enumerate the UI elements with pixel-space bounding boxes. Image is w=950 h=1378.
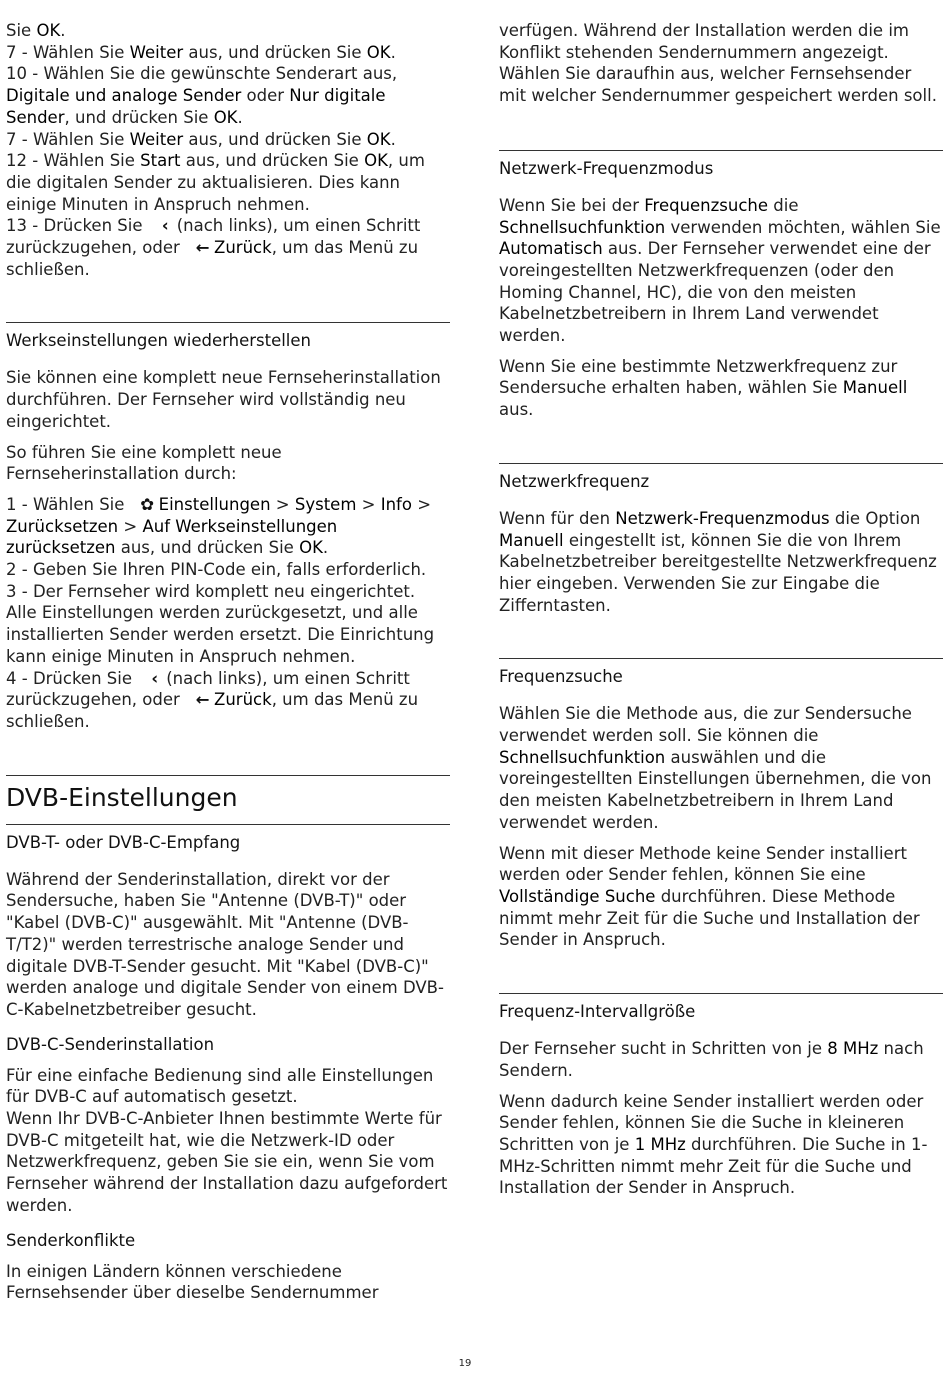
netmode-paragraph-2: Wenn Sie eine bestimmte Netzwerkfrequenz zur Sendersuche erhalten haben, wählen Sie Manuell aus. [499, 356, 908, 420]
reset-heading: Werkseinstellungen wiederherstellen [6, 331, 311, 351]
gear-icon: ✿ [140, 494, 155, 514]
step-7b: 7 - Wählen Sie Weiter aus, und drücken Sie OK. [6, 129, 396, 149]
arrow-left-icon: ← [195, 690, 210, 710]
reception-heading: DVB-T- oder DVB-C-Empfang [6, 832, 241, 852]
chevron-left-icon: ‹ [161, 216, 169, 236]
install-heading: DVB-C-Senderinstallation [6, 1034, 215, 1054]
reset-paragraph-2: So führen Sie eine komplett neue Fernseherinstallation durch: [6, 442, 282, 484]
step-12: 12 - Wählen Sie Start aus, und drücken Sie OK, um die digitalen Sender zu aktualisieren. Dies kann einige Minuten in Anspruch nehmen. [6, 151, 425, 214]
step-heading: Frequenz-Intervallgröße [499, 1002, 696, 1022]
freqscan-paragraph-1: Wählen Sie die Methode aus, die zur Sendersuche verwendet werden soll. Sie können die Schnellsuchfunktion auswählen und die voreingestellten Einstellungen übernehmen, die von den meisten Kabelnetzbetreibern in Ihrem Land verwendet werden. [499, 704, 932, 832]
step-paragraph-1: Der Fernseher sucht in Schritten von je 8 MHz nach Sendern. [499, 1039, 924, 1080]
install-text-1: Für eine einfache Bedienung sind alle Einstellungen für DVB-C auf automatisch gesetzt. [6, 1065, 434, 1107]
conflict-heading: Senderkonflikte [6, 1230, 136, 1250]
netfreq-paragraph: Wenn für den Netzwerk-Frequenzmodus die Option Manuell eingestellt ist, können Sie die von Ihrem Kabelnetzbetreiber bereitgestellte Netzwerkfrequenz hier eingeben. Verwenden Sie zur Eingabe die Zifferntasten. [499, 508, 937, 615]
step-7a: 7 - Wählen Sie Weiter aus, und drücken Sie OK. [6, 42, 396, 62]
step-paragraph-2: Wenn dadurch keine Sender installiert werden oder Sender fehlen, können Sie die Suche in kleineren Schritten von je 1 MHz durchführen. Die Suche in 1-MHz-Schritten nimmt mehr Zeit für die Suche und Installation der Sender in Anspruch. [499, 1091, 928, 1198]
reset-step-3: 3 - Der Fernseher wird komplett neu eingerichtet. Alle Einstellungen werden zurückgesetzt, und alle installierten Sender werden ersetzt. Die Einrichtung kann einige Minuten in Anspruch nehmen. [6, 581, 435, 666]
reception-text: Während der Senderinstallation, direkt vor der Sendersuche, haben Sie "Antenne (DVB-T)" oder "Kabel (DVB-C)" ausgewählt. Mit "Antenne (DVB-T/T2)" werden terrestrische analoge Sender und digitale DVB-T-Sender gesucht. Mit "Kabel (DVB-C)" werden analoge und digitale Sender von einem DVB-C-Kabelnetzbetreiber gesucht. [6, 869, 444, 1019]
step-10: 10 - Wählen Sie die gewünschte Senderart aus, Digitale und analoge Sender oder Nur digitale Sender, und drücken Sie OK. [6, 64, 398, 127]
arrow-left-icon: ← [195, 238, 210, 258]
netmode-heading: Netzwerk-Frequenzmodus [499, 158, 714, 178]
freqscan-heading: Frequenzsuche [499, 667, 623, 687]
netfreq-heading: Netzwerkfrequenz [499, 471, 650, 491]
right-column [499, 20, 943, 1199]
reset-step-2: 2 - Geben Sie Ihren PIN-Code ein, falls erforderlich. [6, 560, 427, 580]
install-text-2: Wenn Ihr DVB-C-Anbieter Ihnen bestimmte Werte für DVB-C mitgeteilt hat, wie die Netzwerk-ID oder Netzwerkfrequenz, geben Sie sie ein, wenn Sie vom Fernseher während der Installation dazu aufgefordert werden. [6, 1109, 448, 1215]
page-number: 19 [458, 1358, 472, 1369]
chevron-left-icon: ‹ [151, 668, 159, 688]
intro-line: Sie OK. [6, 21, 66, 40]
left-column [6, 20, 450, 1304]
reset-step-1: 1 - Wählen Sie ✿ Einstellungen > System > Info > Zurücksetzen > Auf Werkseinstellungen zurücksetzen aus, und drücken Sie OK. [6, 494, 432, 558]
reset-paragraph-1: Sie können eine komplett neue Fernseherinstallation durchführen. Der Fernseher wird vollständig neu eingerichtet. [6, 368, 441, 431]
step-13: 13 - Drücken Sie ‹ (nach links), um einen Schritt zurückzugehen, oder ← Zurück, um das Menü zu schließen. [6, 216, 421, 279]
conflict-text-continued: verfügen. Während der Installation werden die im Konflikt stehenden Sendernummern angezeigt. Wählen Sie daraufhin aus, welcher Fernsehsender mit welcher Sendernummer gespeichert werden soll. [499, 21, 937, 106]
dvb-title: DVB-Einstellungen [6, 782, 238, 812]
reset-step-4: 4 - Drücken Sie ‹ (nach links), um einen Schritt zurückzugehen, oder ← Zurück, um das Menü zu schließen. [6, 668, 419, 731]
netmode-paragraph-1: Wenn Sie bei der Frequenzsuche die Schnellsuchfunktion verwenden möchten, wählen Sie Automatisch aus. Der Fernseher verwendet eine der voreingestellten Netzwerkfrequenzen (oder den Homing Channel, HC), die von den meisten Kabelnetzbetreibern in Ihrem Land verwendet werden. [499, 195, 941, 346]
conflict-text: In einigen Ländern können verschiedene Fernsehsender über dieselbe Sendernummer [6, 1261, 379, 1303]
freqscan-paragraph-2: Wenn mit dieser Methode keine Sender installiert werden oder Sender fehlen, können Sie eine Vollständige Suche durchführen. Diese Methode nimmt mehr Zeit für die Suche und Installation der Sender in Anspruch. [499, 843, 920, 950]
